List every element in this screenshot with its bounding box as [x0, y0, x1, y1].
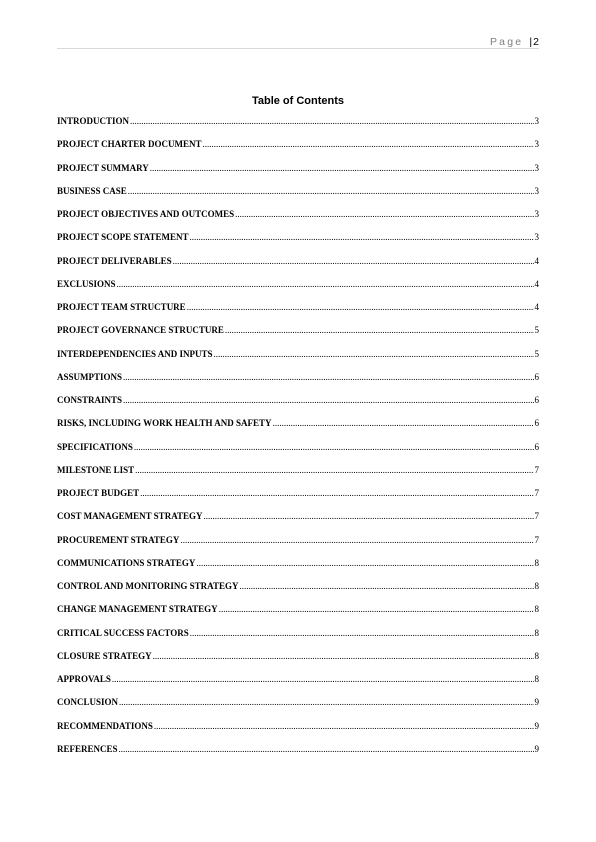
toc-entry-page[interactable]: 3 [534, 232, 539, 243]
toc-dot-leader [153, 651, 534, 661]
toc-dot-leader [154, 721, 534, 731]
toc-entry-label[interactable]: ASSUMPTIONS [57, 371, 123, 382]
toc-dot-leader [225, 325, 534, 335]
toc-dot-leader [128, 186, 534, 196]
toc-entry-label[interactable]: PROCUREMENT STRATEGY [57, 534, 180, 545]
toc-entry-page[interactable]: 7 [534, 488, 539, 498]
toc-entry[interactable] [57, 418, 539, 441]
toc-dot-leader [196, 558, 533, 568]
toc-dot-leader [239, 581, 533, 591]
toc-entry-label[interactable]: CONCLUSION [57, 697, 119, 708]
toc-dot-leader [130, 116, 533, 126]
toc-entry[interactable] [57, 163, 539, 186]
table-of-contents [57, 116, 539, 767]
toc-entry-label[interactable]: PROJECT OBJECTIVES AND OUTCOMES [57, 209, 235, 219]
header-rule [57, 48, 539, 49]
toc-dot-leader [219, 604, 534, 614]
toc-entry-page[interactable]: 6 [534, 395, 539, 405]
toc-dot-leader [235, 209, 533, 219]
toc-entry-label[interactable]: COMMUNICATIONS STRATEGY [57, 557, 196, 568]
toc-entry-label[interactable]: EXCLUSIONS [57, 278, 116, 289]
toc-dot-leader [123, 395, 533, 405]
toc-entry-page[interactable]: 7 [534, 511, 539, 522]
toc-entry-label[interactable]: SPECIFICATIONS [57, 441, 133, 452]
toc-dot-leader [190, 628, 534, 638]
page-number: 2 [533, 36, 539, 48]
toc-entry-label[interactable]: CRITICAL SUCCESS FACTORS [57, 627, 189, 638]
toc-title: Table of Contents [251, 95, 345, 107]
toc-entry[interactable] [57, 372, 539, 395]
toc-entry[interactable] [57, 581, 539, 604]
toc-dot-leader [150, 163, 534, 173]
toc-dot-leader [112, 674, 534, 684]
toc-entry-page[interactable]: 6 [534, 418, 539, 429]
toc-dot-leader [123, 372, 533, 382]
toc-entry[interactable] [57, 325, 539, 348]
toc-dot-leader [134, 442, 534, 452]
toc-entry-label[interactable]: PROJECT TEAM STRUCTURE [57, 302, 186, 312]
toc-dot-leader [214, 349, 534, 359]
toc-entry[interactable] [57, 116, 539, 139]
toc-entry-page[interactable]: 5 [534, 348, 539, 359]
toc-entry[interactable] [57, 604, 539, 627]
page-separator: | [529, 36, 533, 48]
toc-entry[interactable] [57, 721, 539, 744]
toc-dot-leader [140, 488, 533, 498]
toc-entry-label[interactable]: CLOSURE STRATEGY [57, 650, 152, 661]
toc-dot-leader [119, 697, 533, 707]
toc-entry-page[interactable]: 7 [534, 534, 539, 545]
toc-entry-label[interactable]: PROJECT SCOPE STATEMENT [57, 232, 189, 243]
toc-entry[interactable] [57, 186, 539, 209]
toc-entry-page[interactable]: 9 [534, 720, 539, 731]
toc-entry[interactable] [57, 535, 539, 558]
toc-entry-page[interactable]: 3 [534, 139, 539, 150]
toc-entry-page[interactable]: 3 [534, 116, 539, 126]
toc-entry[interactable] [57, 256, 539, 279]
toc-entry[interactable] [57, 558, 539, 581]
toc-dot-leader [119, 744, 534, 754]
toc-entry[interactable] [57, 395, 539, 418]
toc-entry[interactable] [57, 465, 539, 488]
toc-dot-leader [135, 465, 533, 475]
toc-entry-page[interactable]: 9 [534, 743, 539, 754]
toc-dot-leader [187, 302, 534, 312]
toc-entry-label[interactable]: CHANGE MANAGEMENT STRATEGY [57, 604, 218, 615]
toc-entry-page[interactable]: 8 [534, 557, 539, 568]
toc-entry-page[interactable]: 3 [534, 162, 539, 173]
page-word: Page [489, 36, 524, 48]
toc-entry[interactable] [57, 651, 539, 674]
toc-entry[interactable] [57, 279, 539, 302]
toc-entry-page[interactable]: 8 [534, 581, 539, 591]
toc-entry[interactable] [57, 139, 539, 162]
toc-entry-label[interactable]: REFERENCES [57, 743, 118, 754]
page-header [490, 36, 539, 48]
toc-entry-page[interactable]: 4 [534, 278, 539, 289]
toc-dot-leader [273, 418, 534, 428]
toc-entry-label[interactable]: MILESTONE LIST [57, 464, 135, 475]
toc-entry-label[interactable]: PROJECT SUMMARY [57, 162, 149, 173]
toc-entry[interactable] [57, 511, 539, 534]
toc-entry-page[interactable]: 8 [534, 604, 539, 615]
toc-entry-page[interactable]: 4 [534, 255, 539, 266]
toc-entry[interactable] [57, 628, 539, 651]
toc-entry[interactable] [57, 488, 539, 511]
toc-dot-leader [204, 511, 534, 521]
toc-entry-page[interactable]: 8 [534, 627, 539, 638]
toc-entry[interactable] [57, 744, 539, 767]
toc-entry[interactable] [57, 674, 539, 697]
toc-entry-label[interactable]: APPROVALS [57, 674, 111, 684]
toc-entry-page[interactable]: 5 [534, 325, 539, 336]
toc-entry-page[interactable]: 6 [534, 441, 539, 452]
toc-entry-page[interactable]: 8 [534, 650, 539, 661]
toc-entry-page[interactable]: 8 [534, 674, 539, 684]
toc-entry-label[interactable]: INTERDEPENDENCIES AND INPUTS [57, 348, 213, 359]
toc-entry-page[interactable]: 6 [534, 371, 539, 382]
toc-entry-label[interactable]: PROJECT BUDGET [57, 488, 140, 498]
toc-entry-label[interactable]: BUSINESS CASE [57, 185, 127, 196]
toc-entry-page[interactable]: 7 [534, 464, 539, 475]
toc-entry[interactable] [57, 442, 539, 465]
toc-dot-leader [190, 232, 534, 242]
toc-entry-page[interactable]: 9 [534, 697, 539, 708]
toc-entry-label[interactable]: PROJECT DELIVERABLES [57, 255, 172, 266]
toc-entry[interactable] [57, 232, 539, 255]
toc-entry-page[interactable]: 4 [534, 302, 539, 312]
toc-entry-label[interactable]: PROJECT CHARTER DOCUMENT [57, 139, 202, 150]
toc-entry[interactable] [57, 302, 539, 325]
toc-dot-leader [180, 535, 533, 545]
toc-entry-label[interactable]: CONSTRAINTS [57, 395, 123, 405]
toc-dot-leader [173, 256, 534, 266]
toc-entry-label[interactable]: INTRODUCTION [57, 116, 130, 126]
toc-entry[interactable] [57, 349, 539, 372]
toc-entry-label[interactable]: CONTROL AND MONITORING STRATEGY [57, 581, 239, 591]
toc-dot-leader [117, 279, 534, 289]
toc-entry-label[interactable]: COST MANAGEMENT STRATEGY [57, 511, 203, 522]
toc-entry-label[interactable]: RECOMMENDATIONS [57, 720, 153, 731]
toc-entry[interactable] [57, 209, 539, 232]
toc-entry-label[interactable]: PROJECT GOVERNANCE STRUCTURE [57, 325, 224, 336]
toc-entry-label[interactable]: RISKS, INCLUDING WORK HEALTH AND SAFETY [57, 418, 272, 429]
toc-entry[interactable] [57, 697, 539, 720]
toc-dot-leader [203, 139, 534, 149]
toc-entry-page[interactable]: 3 [534, 209, 539, 219]
toc-entry-page[interactable]: 3 [534, 185, 539, 196]
